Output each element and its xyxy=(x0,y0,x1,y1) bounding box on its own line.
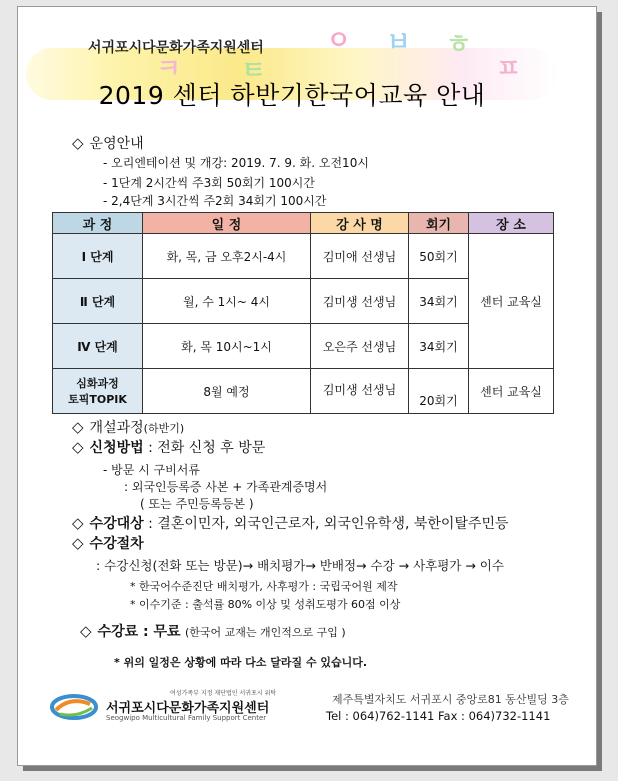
notice-text: * 위의 일정은 상황에 따라 다소 달라질 수 있습니다. xyxy=(114,656,368,669)
logo-swirl-icon xyxy=(50,692,98,722)
location-cell: 센터 교육실 xyxy=(469,369,554,414)
teacher-cell: 김미애 선생님 xyxy=(311,234,409,279)
footer-contact: Tel : 064)762-1141 Fax : 064)732-1141 xyxy=(326,709,551,723)
col-header-location: 장 소 xyxy=(469,213,554,234)
application-heading: ◇ 신청방법 : 전화 신청 후 방문 xyxy=(72,438,266,456)
decor-letter: ㅎ xyxy=(446,30,472,60)
schedule-cell: 8월 예정 xyxy=(143,369,311,414)
application-sub: - 방문 시 구비서류 xyxy=(103,463,200,477)
location-cell: 센터 교육실 xyxy=(469,234,554,369)
page-shadow-bottom xyxy=(23,766,602,771)
col-header-sessions: 회기 xyxy=(409,213,469,234)
course-cell: Ⅰ 단계 xyxy=(53,234,143,279)
decor-letter: ㅍ xyxy=(496,54,522,84)
course-cell: 심화과정 토픽TOPIK xyxy=(53,369,143,414)
operations-line: - 2,4단계 3시간씩 주2회 34회기 100시간 xyxy=(103,194,327,208)
decor-letter: ㅌ xyxy=(241,56,267,86)
footer-address: 제주특별자치도 서귀포시 중앙로81 동산빌딩 3층 xyxy=(332,693,569,706)
logo-name: 서귀포시다문화가족지원센터 xyxy=(106,701,270,716)
diamond-icon: ◇ xyxy=(72,134,84,152)
procedure-flow: : 수강신청(전화 또는 방문)→ 배치평가→ 반배정→ 수강 → 사후평가 → 이수 xyxy=(96,558,504,573)
teacher-cell: 오은주 선생님 xyxy=(311,324,409,369)
teacher-cell: 김미생 선생님 xyxy=(311,279,409,324)
course-cell: Ⅱ 단계 xyxy=(53,279,143,324)
logo-tagline: 여성가족부 지정 재단법인 서귀포시 위탁 xyxy=(170,690,277,697)
open-course-heading: ◇ 개설과정(하반기) xyxy=(72,418,185,436)
procedure-note: * 한국어수준진단 배치평가, 사후평가 : 국립국어원 제작 xyxy=(130,580,398,593)
decor-letter: ㅋ xyxy=(156,54,182,84)
sessions-cell: 34회기 xyxy=(409,324,469,369)
procedure-heading: ◇ 수강절차 xyxy=(72,534,144,552)
decor-letter: ㅂ xyxy=(386,28,412,58)
teacher-cell: 김미생 선생님 xyxy=(311,369,409,414)
operations-line: - 1단계 2시간씩 주3회 50회기 100시간 xyxy=(103,176,315,190)
page-title: 2019 센터 하반기한국어교육 안내 xyxy=(98,81,486,110)
col-header-course: 과 정 xyxy=(53,213,143,234)
decor-letter: ㅇ xyxy=(326,26,352,56)
diamond-icon: ◇ xyxy=(72,418,84,436)
diamond-icon: ◇ xyxy=(72,534,84,552)
operations-line: - 오리엔테이션 및 개강: 2019. 7. 9. 화. 오전10시 xyxy=(103,156,369,170)
application-docs-alt: ( 또는 주민등록등본 ) xyxy=(140,497,254,511)
schedule-table xyxy=(52,212,554,414)
col-header-teacher: 강 사 명 xyxy=(311,213,409,234)
col-header-schedule: 일 정 xyxy=(143,213,311,234)
diamond-icon: ◇ xyxy=(72,514,84,532)
schedule-cell: 월, 수 1시~ 4시 xyxy=(143,279,311,324)
course-cell: Ⅳ 단계 xyxy=(53,324,143,369)
table-row xyxy=(53,234,554,279)
logo-english: Seogwipo Multicultural Family Support Center xyxy=(106,714,267,722)
header-banner xyxy=(26,26,558,130)
schedule-cell: 화, 목 10시~1시 xyxy=(143,324,311,369)
sessions-cell: 34회기 xyxy=(409,279,469,324)
sessions-cell: 50회기 xyxy=(409,234,469,279)
procedure-note: * 이수기준 : 출석률 80% 이상 및 성취도평가 60점 이상 xyxy=(130,598,401,611)
diamond-icon: ◇ xyxy=(72,438,84,456)
fee-heading: ◇ 수강료 : 무료 (한국어 교재는 개인적으로 구입 ) xyxy=(80,622,346,640)
schedule-cell: 화, 목, 금 오후2시-4시 xyxy=(143,234,311,279)
diamond-icon: ◇ xyxy=(80,622,92,640)
sessions-cell: 20회기 xyxy=(409,369,469,414)
org-name: 서귀포시다문화가족지원센터 xyxy=(88,40,264,56)
page-shadow-right xyxy=(597,12,602,770)
table-row xyxy=(53,369,554,414)
target-heading: ◇ 수강대상 : 결혼이민자, 외국인근로자, 외국인유학생, 북한이탈주민등 xyxy=(72,514,509,532)
operations-heading: ◇ 운영안내 xyxy=(72,134,144,152)
application-docs: : 외국인등록증 사본 + 가족관계증명서 xyxy=(124,480,328,494)
